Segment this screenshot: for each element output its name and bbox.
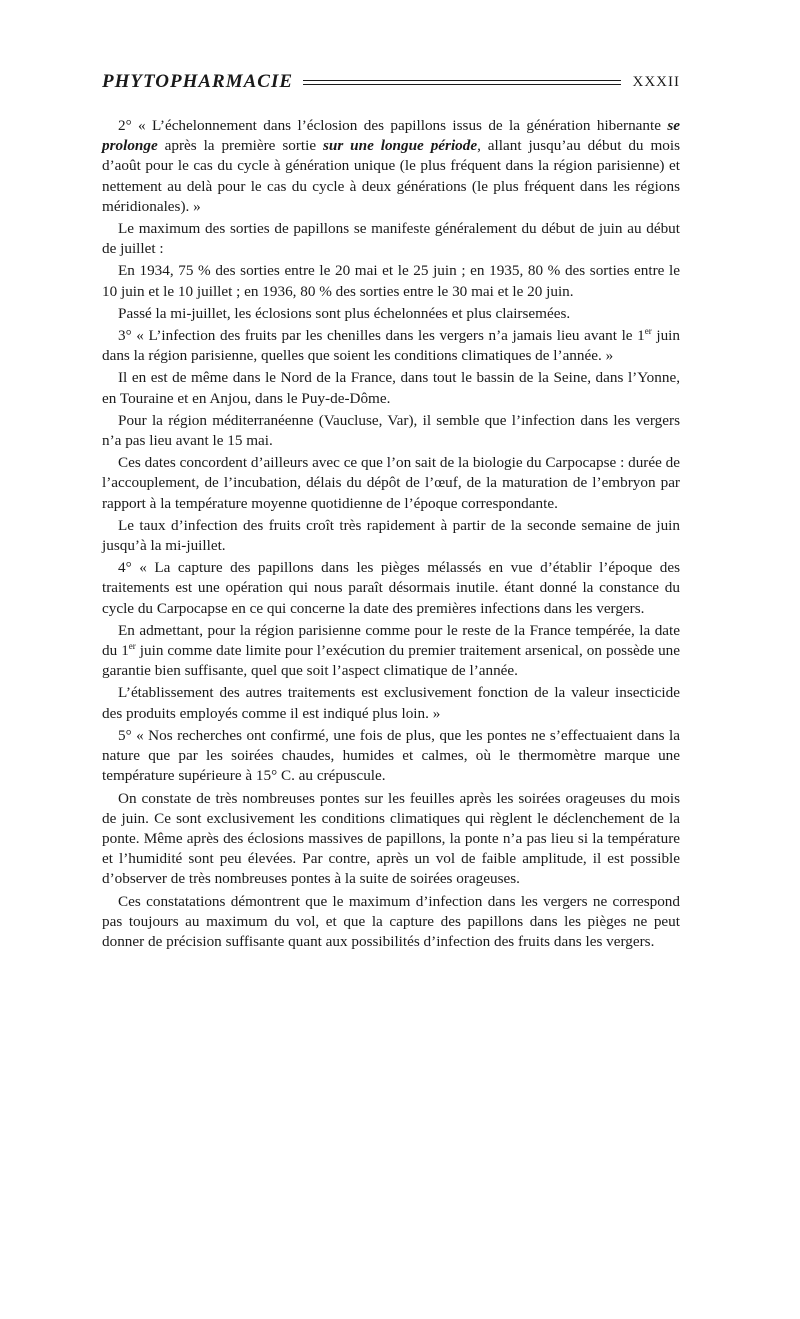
- paragraph: Passé la mi-juillet, les éclosions sont plus échelonnées et plus clairsemées.: [118, 304, 571, 322]
- paragraph: Pour la région méditerranéenne (Vaucluse, Var), il semble que l’infection dans les vergers n’a pas lieu avant le 15 mai.: [102, 411, 680, 450]
- paragraph: On constate de très nombreuses pontes sur les feuilles après les soirées orageuses du mois de juin. Ce sont exclusivement les conditions climatiques qui règlent le déclenchement de la ponte. Même après des éclosions massives de papillons, la ponte n’a pas lieu si la température et l’humidité sont peu élevées. Par contre, après un vol de faible amplitude, il est possible d’observer de très nombreuses pontes à la suite de soirées orageuses.: [102, 789, 680, 888]
- paragraph: En admettant, pour la région parisienne comme pour le reste de la France tempérée, la date du 1er juin comme date limite pour l’exécution du premier traitement arsenical, on possède une garantie bien suffisante, quel que soit l’aspect climatique de l’année.: [102, 621, 681, 680]
- body-text: [102, 116, 680, 952]
- paragraph: 5° « Nos recherches ont confirmé, une fois de plus, que les pontes ne s’effectuaient dans la nature que par les soirées chaudes, humides et calmes, où le thermomètre marque une température supérieure à 15° C. au crépuscule.: [102, 726, 680, 785]
- header-rule: [303, 80, 620, 85]
- paragraph: 2° « L’échelonnement dans l’éclosion des papillons issus de la génération hibernante se prolonge après la première sortie sur une longue période, allant jusqu’au début du mois d’août pour le cas du cycle à génération unique (le plus fréquent dans la région parisienne) et nettement au delà pour le cas du cycle à deux générations (le plus fréquent dans les régions méridionales). »: [102, 117, 680, 215]
- paragraph: Il en est de même dans le Nord de la France, dans tout le bassin de la Seine, dans l’Yonne, en Touraine et en Anjou, dans le Puy-de-Dôme.: [102, 369, 680, 407]
- paragraph: Le taux d’infection des fruits croît très rapidement à partir de la seconde semaine de juin jusqu’à la mi-juillet.: [102, 516, 680, 555]
- running-header: [102, 66, 680, 98]
- header-title: PHYTOPHARMACIE: [102, 71, 294, 92]
- paragraph: Ces dates concordent d’ailleurs avec ce que l’on sait de la biologie du Carpocapse : durée de l’accouplement, de l’incubation, délais du dépôt de l’œuf, de la maturation de l’embryon par rapport à la température moyenne quotidienne de l’époque correspondante.: [102, 454, 680, 512]
- document-page: [102, 66, 680, 954]
- paragraph: Le maximum des sorties de papillons se manifeste généralement du début de juin au début de juillet :: [102, 220, 680, 258]
- paragraph: 3° « L’infection des fruits par les chenilles dans les vergers n’a jamais lieu avant le 1er juin dans la région parisienne, quelles que soient les conditions climatiques de l’année. »: [102, 325, 680, 365]
- paragraph: Ces constatations démontrent que le maximum d’infection dans les vergers ne correspond pas toujours au maximum du vol, et que la capture des papillons dans les pièges ne peut donner de précision suffisante quant aux possibilités d’infection des fruits dans les vergers.: [102, 892, 680, 950]
- paragraph: En 1934, 75 % des sorties entre le 20 mai et le 25 juin ; en 1935, 80 % des sorties entre le 10 juin et le 10 juillet ; en 1936, 80 % des sorties entre le 30 mai et le 20 juin.: [102, 262, 680, 300]
- paragraph: L’établissement des autres traitements est exclusivement fonction de la valeur insecticide des produits employés comme il est indiqué plus loin. »: [102, 684, 680, 722]
- page-number: XXXII: [632, 73, 680, 90]
- paragraph: 4° « La capture des papillons dans les pièges mélassés en vue d’établir l’époque des traitements est une opération qui nous paraît désormais inutile. étant donné la constance du cycle du Carpocapse en ce qui concerne la date des premières infections dans les vergers.: [102, 559, 680, 617]
